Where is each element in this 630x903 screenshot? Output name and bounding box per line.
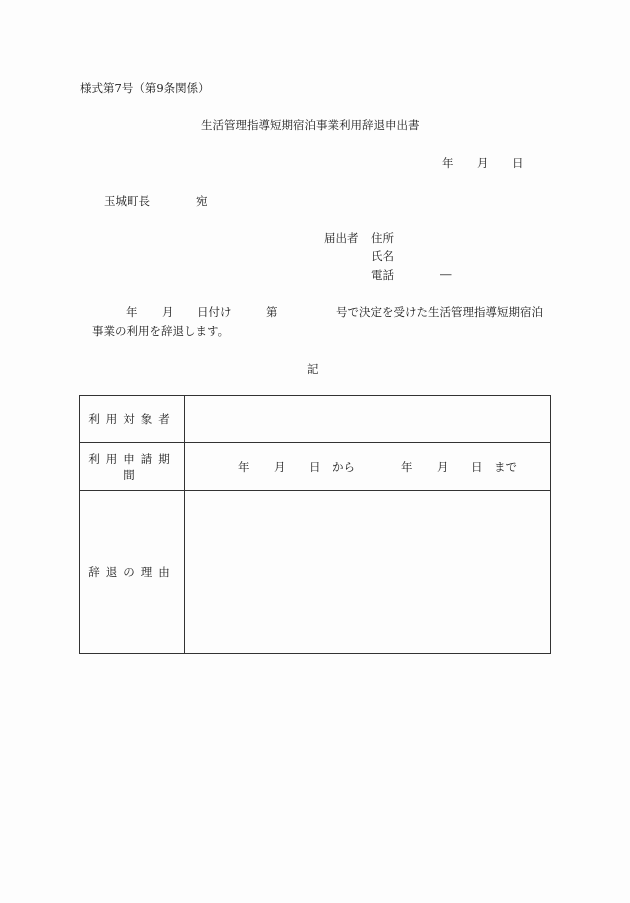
form-number: 様式第7号（第9条関係） [80,81,210,95]
body-line1-rest: 号で決定を受けた生活管理指導短期宿泊 [336,305,543,319]
application-period-field[interactable] [185,443,551,491]
addressee-suffix: 宛 [196,194,208,208]
period-start-month: 月 [274,459,286,474]
table-row [80,396,551,443]
ki-heading: 記 [307,362,319,376]
period-end-day: 日 [471,459,483,474]
body-number-prefix: 第 [266,305,278,319]
date-day: 日 [512,156,524,170]
document-title: 生活管理指導短期宿泊事業利用辞退申出書 [201,118,420,132]
period-until: まで [494,459,517,474]
target-person-label: 利用対象者 [80,396,185,443]
period-end-year: 年 [401,459,413,474]
application-period-label: 利用申請期間 [80,443,185,491]
phone-label: 電話 [371,268,394,282]
details-table [79,395,551,654]
withdrawal-reason-label: 辞退の理由 [80,491,185,654]
period-start-year: 年 [238,459,250,474]
date-month: 月 [477,156,489,170]
target-person-field[interactable] [185,396,551,443]
table-row [80,443,551,491]
body-month: 月 [162,305,174,319]
period-start-day: 日 [309,459,321,474]
period-from: から [332,459,355,474]
addressee-name: 玉城町長 [104,194,150,208]
body-line2: 事業の利用を辞退します。 [92,324,230,338]
table-row [80,491,551,654]
date-year: 年 [442,156,454,170]
phone-dash: ― [440,267,452,281]
withdrawal-reason-field[interactable] [185,491,551,654]
address-label: 住所 [371,231,394,245]
body-day-suffix: 日付け [197,305,232,319]
applicant-label: 届出者 [324,231,359,245]
name-label: 氏名 [371,249,394,263]
period-end-month: 月 [437,459,449,474]
body-year: 年 [126,305,138,319]
